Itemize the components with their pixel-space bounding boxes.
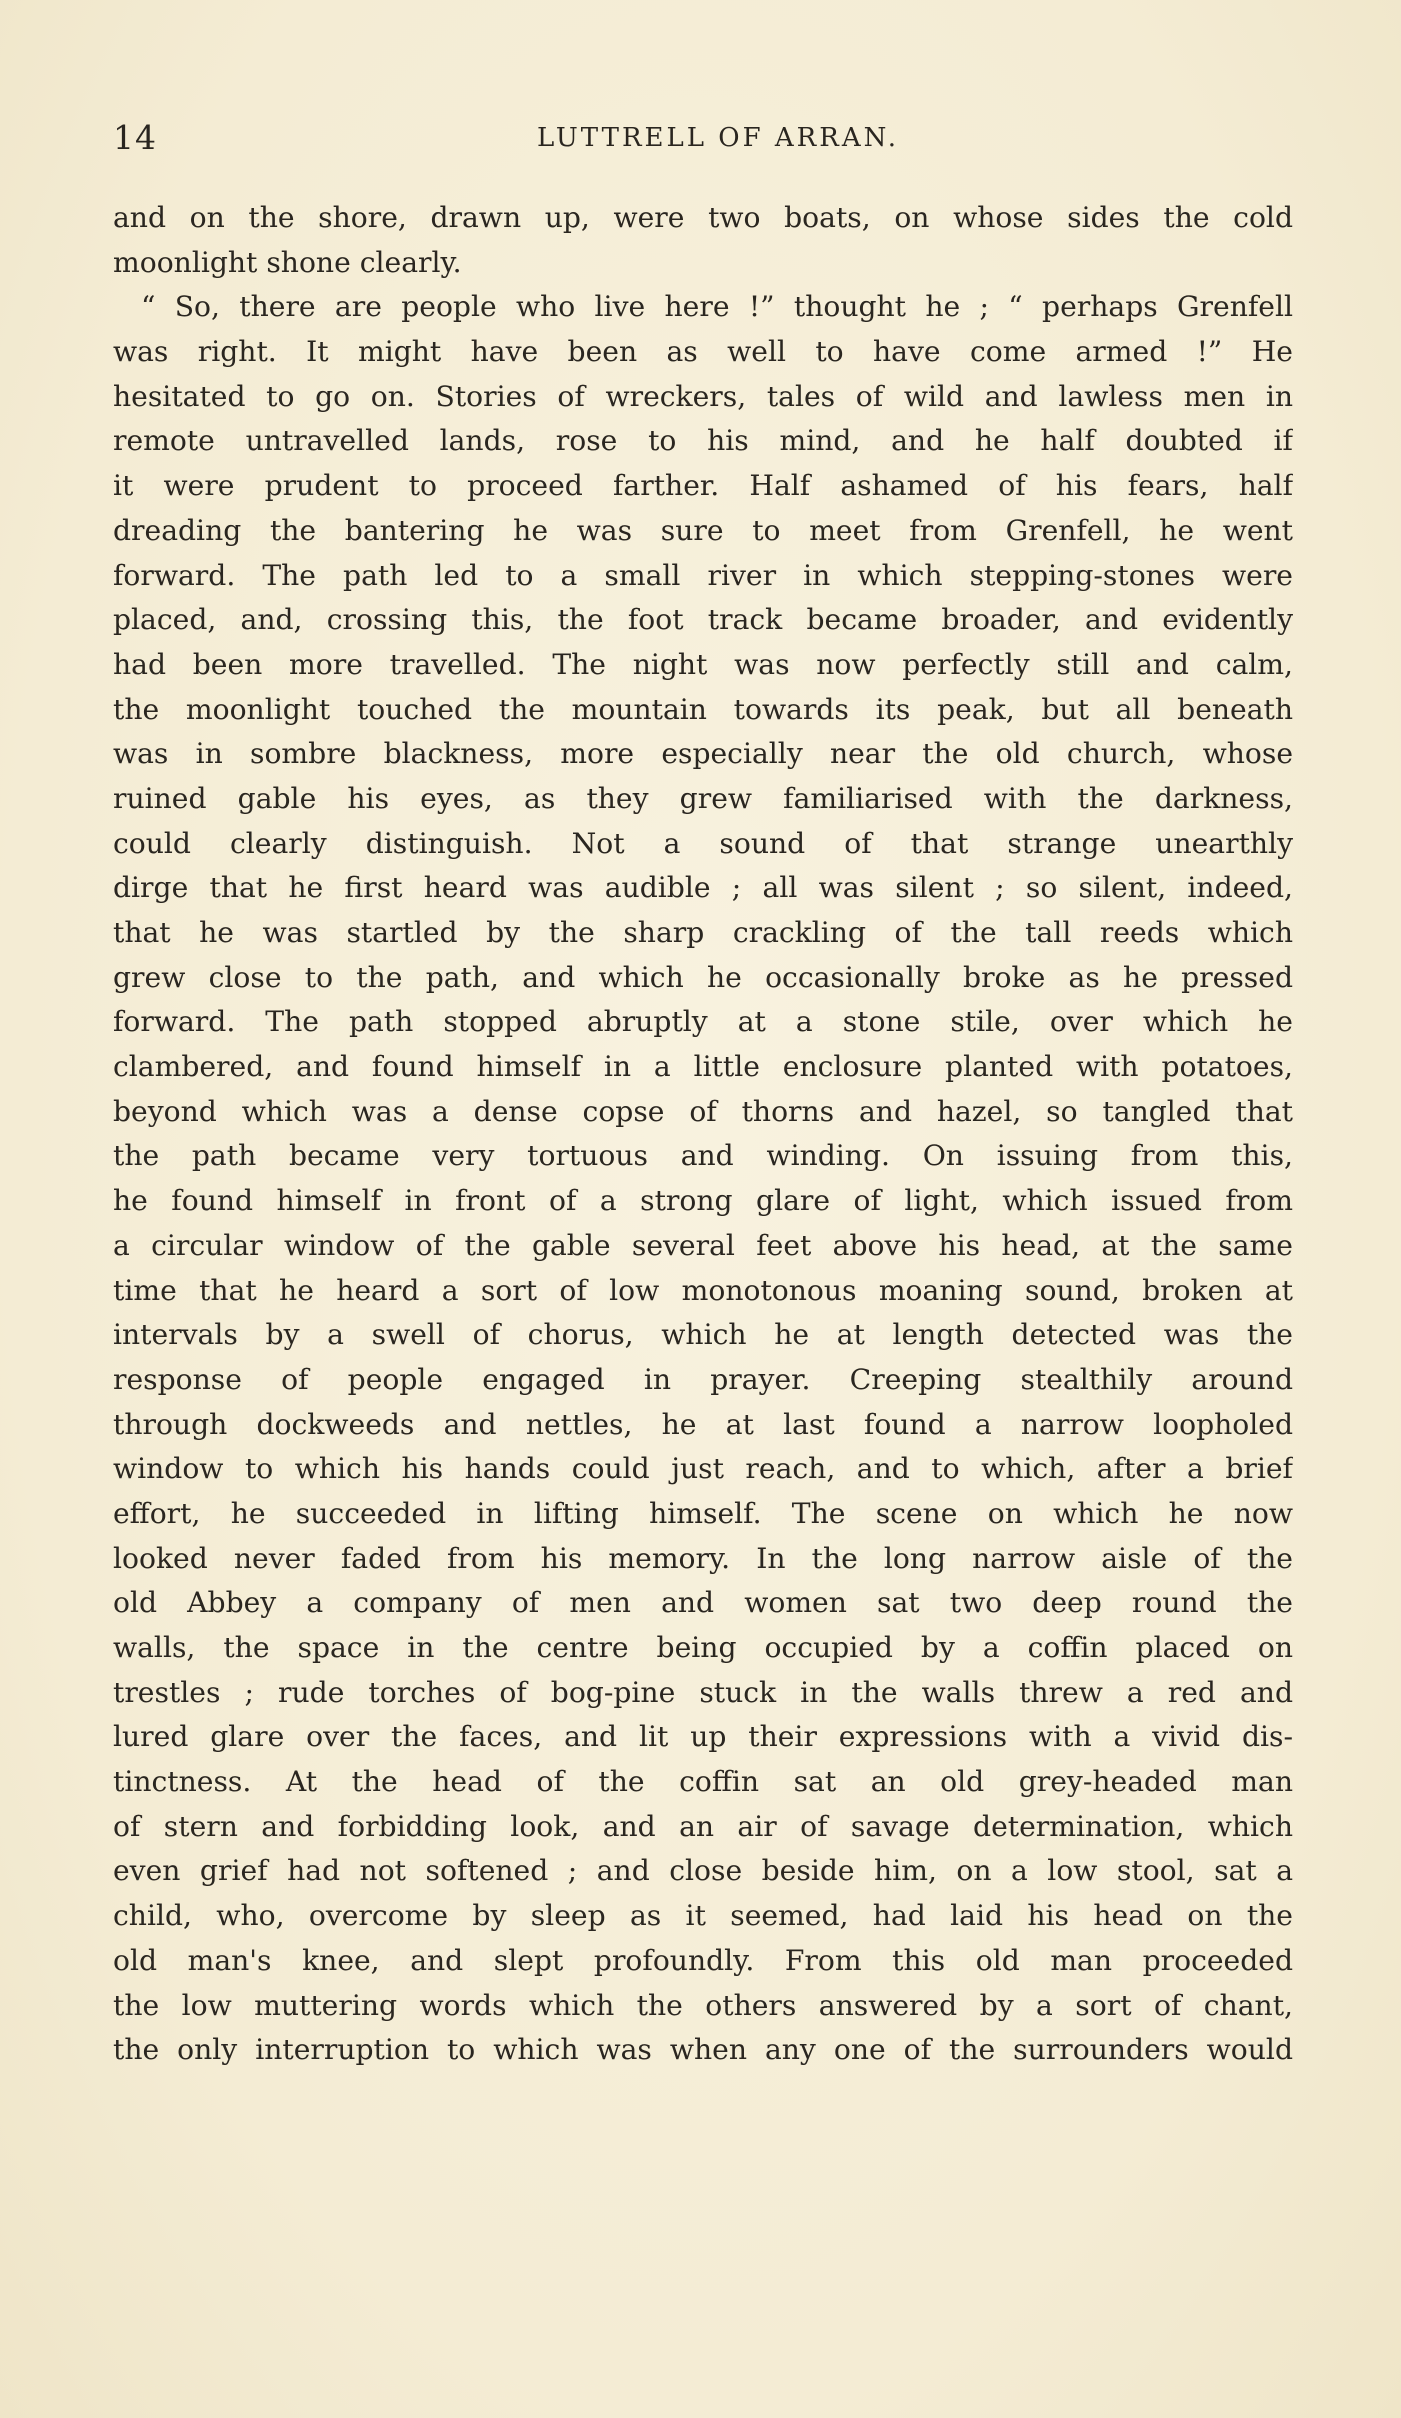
text-line: old Abbey a company of men and women sat two deep round the [113, 1586, 1293, 1620]
text-line: time that he heard a sort of low monotonous moaning sound, broken at [113, 1273, 1293, 1307]
text-line: old man's knee, and slept profoundly. From this old man proceeded [113, 1943, 1293, 1977]
text-line: walls, the space in the centre being occupied by a coffin placed on [113, 1631, 1293, 1664]
text-line: could clearly distinguish. Not a sound of that strange unearthly [113, 826, 1293, 860]
text-line: through dockweeds and nettles, he at last found a narrow loopholed [113, 1407, 1293, 1441]
text-line: even grief had not softened ; and close beside him, on a low stool, sat a [113, 1854, 1293, 1888]
text-line: he found himself in front of a strong glare of light, which issued from [113, 1184, 1293, 1218]
text-line: intervals by a swell of chorus, which he at length detected was the [113, 1318, 1293, 1352]
text-line: was in sombre blackness, more especially near the old church, whose [113, 737, 1293, 771]
running-title: LUTTRELL OF ARRAN. [537, 123, 899, 153]
text-line: child, who, overcome by sleep as it seemed, had laid his head on the [113, 1899, 1293, 1933]
text-line: grew close to the path, and which he occasionally broke as he pressed [113, 960, 1293, 994]
text-line: that he was startled by the sharp crackling of the tall reeds which [113, 916, 1293, 949]
text-line: lured glare over the faces, and lit up their expressions with a vivid dis- [113, 1720, 1293, 1754]
text-line: the only interruption to which was when any one of the surrounders would [113, 2033, 1293, 2067]
text-line: tinctness. At the head of the coffin sat an old grey-headed man [113, 1765, 1293, 1799]
text-line: looked never faded from his memory. In the long narrow aisle of the [113, 1541, 1293, 1575]
text-line: trestles ; rude torches of bog-pine stuck in the walls threw a red and [113, 1675, 1293, 1709]
text-line: dreading the bantering he was sure to meet from Grenfell, he went [113, 513, 1293, 547]
body-text [113, 196, 1293, 2073]
text-line: hesitated to go on. Stories of wreckers, tales of wild and lawless men in [113, 379, 1293, 413]
text-line: forward. The path led to a small river in which stepping-stones were [113, 558, 1293, 592]
text-line: clambered, and found himself in a little enclosure planted with potatoes, [113, 1050, 1293, 1084]
page-number: 14 [113, 118, 157, 157]
text-line: a circular window of the gable several feet above his head, at the same [113, 1228, 1293, 1262]
text-line: the low muttering words which the others answered by a sort of chant, [113, 1988, 1293, 2022]
text-line: was right. It might have been as well to have come armed !” He [113, 335, 1293, 369]
text-line: and on the shore, drawn up, were two boats, on whose sides the cold [113, 201, 1293, 234]
text-line: ruined gable his eyes, as they grew familiarised with the darkness, [113, 781, 1293, 815]
text-line: remote untravelled lands, rose to his mind, and he half doubted if [113, 424, 1293, 458]
text-line: the path became very tortuous and winding. On issuing from this, [113, 1139, 1293, 1173]
text-line: of stern and forbidding look, and an air of savage determination, which [113, 1809, 1293, 1843]
text-line: it were prudent to proceed farther. Half ashamed of his fears, half [113, 469, 1293, 503]
text-line: had been more travelled. The night was now perfectly still and calm, [113, 647, 1293, 681]
text-line: effort, he succeeded in lifting himself. The scene on which he now [113, 1496, 1293, 1530]
text-line: window to which his hands could just reach, and to which, after a brief [113, 1452, 1293, 1486]
text-line: placed, and, crossing this, the foot track became broader, and evidently [113, 603, 1293, 637]
text-line: the moonlight touched the mountain towards its peak, but all beneath [113, 692, 1293, 726]
text-line: response of people engaged in prayer. Creeping stealthily around [113, 1362, 1293, 1396]
page-header [113, 118, 1293, 158]
text-line: moonlight shone clearly. [113, 245, 462, 279]
text-line: “ So, there are people who live here !” thought he ; “ perhaps Grenfell [141, 290, 1293, 324]
text-line: forward. The path stopped abruptly at a stone stile, over which he [113, 1005, 1293, 1039]
text-line: beyond which was a dense copse of thorns and hazel, so tangled that [113, 1094, 1293, 1128]
text-line: dirge that he first heard was audible ; all was silent ; so silent, indeed, [113, 871, 1293, 905]
